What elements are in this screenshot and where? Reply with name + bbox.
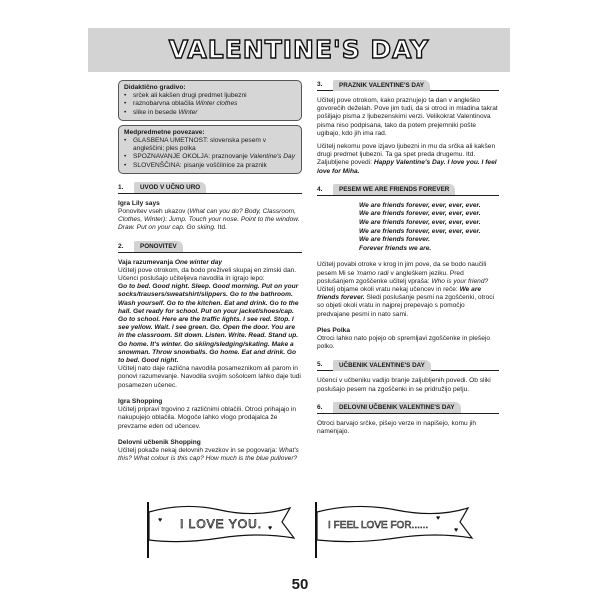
- shopping-text: Učitelj pripravi trgovino z različnimi oblačili. Otroci prihajajo in nakupujejo oblačila. Mogoče lahko vlogo prodajalca že prevzame eden od učencev.: [118, 406, 297, 430]
- section-heading-4: [317, 185, 499, 196]
- section-label: PRAZNIK VALENTINE'S DAY: [333, 80, 430, 91]
- heart-icon: ♥: [268, 525, 273, 532]
- polka-title: Ples Polka: [317, 326, 350, 334]
- item-text-italic: Winter clothes: [195, 100, 238, 108]
- section-label: DELOVNI UČBENIK VALENTINE'S DAY: [333, 402, 461, 413]
- text-run: Učitelj povabi otroke v krog in jim pove, da se bodo naučili pesem Mi se: [317, 261, 487, 277]
- text-run-italic: What's this? What colour is this cap? How much is the blue pullover?: [118, 446, 299, 463]
- materials-list: [124, 92, 296, 117]
- left-column: [118, 80, 302, 463]
- materials-box: [118, 80, 302, 121]
- item-text: slike in besede: [133, 108, 179, 116]
- workbook-text: Otroci barvajo srčke, pišejo verze in napišejo, komu jih namenjajo.: [317, 419, 477, 436]
- banner-text: I LOVE YOU.: [180, 517, 263, 531]
- title-band: [88, 28, 510, 72]
- cross-curricular-list: [124, 137, 296, 170]
- banner-text: I FEEL LOVE FOR......: [328, 520, 429, 531]
- section-number: 4.: [317, 185, 323, 193]
- section-heading-2: [118, 242, 302, 253]
- section-label: UVOD V UČNO URO: [134, 182, 206, 193]
- section-number: 6.: [317, 403, 323, 411]
- text-run: Ponovitev vseh ukazov (: [118, 208, 190, 216]
- materials-title: Didaktično gradivo:: [124, 84, 186, 91]
- item-text: GLASBENA UMETNOST: slovenska pesem v angleščini; ples polka: [133, 137, 267, 153]
- lyric-line: We are friends forever, ever, ever, ever.: [359, 227, 481, 235]
- textbook-text: Učenci v učbeniku vadijo branje zaljubljenih povedi. Ob sliki poslušajo pesem na zgoščenki in se pridružijo petju.: [317, 377, 491, 393]
- workbook-shopping-title: Delovni učbenik Shopping: [118, 438, 201, 446]
- text-run: Sledi poslušanje pesmi na zgoščenki, otroci so objeti okoli vratu in najprej prepevajo s pomočjo predvajane pesmi in nato sami.: [317, 294, 495, 318]
- list-item: [124, 92, 296, 100]
- text-run: Učitelj nekomu pove izjavo ljubezni in mu da srčka ali kakšen drugi predmet ljubezni. Ta ga spet preda drugemu. Itd. Zaljubljene povedi:: [317, 143, 496, 167]
- item-text: srček ali kakšen drugi predmet ljubezni: [133, 92, 247, 100]
- winter-day-after: Učitelj nato daje različna navodila posameznikom ali parom in ponovi razumevanje. Navodila svojim sošolcem lahko daje tudi posamezen učenec.: [118, 365, 301, 389]
- section-heading-1: [118, 183, 302, 194]
- section-number: 5.: [317, 361, 323, 369]
- section-heading-5: [317, 360, 499, 371]
- right-column: [317, 80, 499, 436]
- banner-i-feel-love-for: [306, 498, 476, 560]
- list-item: [124, 100, 296, 108]
- polka-text: Otroci lahko nato pojejo ob spremljavi zgoščenke in plešejo polko.: [317, 335, 490, 351]
- section-label: PONOVITEV: [134, 241, 183, 252]
- song-instructions: [317, 261, 499, 318]
- lily-says-title: Igra Lily says: [118, 199, 160, 207]
- lyric-line: We are friends forever.: [359, 236, 430, 244]
- section-heading-6: [317, 403, 499, 414]
- winter-day-intro: Učitelj pove otrokom, da bodo preživeli skupaj en zimski dan. Učenci poslušajo učiteljeva navodila in igrajo lepo:: [118, 266, 297, 283]
- item-text-italic: Winter: [178, 108, 198, 116]
- winter-day-commands: Go to bed. Good night. Sleep. Good morning. Put on your socks/trausers/sweatshirt/slippers. Go to the bathroom. Wash yourself. Go to the kitchen. Eat and drink. Go to the hall. Get ready for school. Put on your jacket/shoes/cap. Go to school. Here are the traffic lights. I see red. Stop. I see yellow. Wait. I see green. Go. Open the door. You are in the classroom. Sit down. Listen. Write. Read. Stand up. Go home. It's winter. Go skiing/sledging/skating. Make a snowman. Throw snowballs. Go home. Eat and drink. Go to bed. Good night.: [118, 283, 299, 365]
- text-run: Učitelj objame okoli vratu nekaj učencev in reče:: [317, 286, 460, 293]
- text-run-italic: 'mamo radi: [356, 269, 389, 277]
- section-number: 3.: [317, 80, 323, 88]
- heart-icon: ♥: [158, 517, 163, 524]
- text-run: Itd.: [215, 224, 227, 232]
- section-number: 2.: [118, 242, 124, 250]
- shopping-title: Igra Shopping: [118, 397, 163, 405]
- lily-says-text: [118, 208, 302, 233]
- lyric-line: We are friends forever, ever, ever, ever.: [359, 219, 481, 227]
- list-item: [124, 109, 296, 117]
- text-run-bold-italic: We are friends forever.: [317, 286, 482, 302]
- section-heading-3: [317, 80, 499, 91]
- holiday-text-2: [317, 143, 499, 176]
- lyric-line: We are friends forever, ever, ever, ever.: [359, 201, 481, 209]
- winter-day-title: [118, 259, 302, 267]
- text-run-italic: Who is your friend?: [431, 277, 489, 285]
- item-text: raznobarvna oblačila: [133, 100, 196, 108]
- cross-curricular-title: Medpredmetne povezave:: [124, 128, 205, 136]
- workbook-shopping-text: [118, 447, 302, 463]
- item-text: SLOVENŠČINA: pisanje voščilnice za praznik: [133, 161, 267, 169]
- list-item: [124, 153, 296, 161]
- list-item: [124, 162, 296, 170]
- text-run: Učitelj pokaže nekaj delovnih zvezkov in se pogovarja:: [118, 446, 279, 454]
- item-text-italic: Valentine's Day: [249, 153, 296, 161]
- list-item: [124, 137, 296, 153]
- heart-icon: ♥: [436, 515, 441, 522]
- section-label: UČBENIK VALENTINE'S DAY: [333, 360, 431, 371]
- text-run-italic: What can you do? Body, Classroom, Clothes, Winter): Jump. Touch your nose. Point to the window. Draw. Put on your cap. Go skiing.: [118, 208, 300, 232]
- text-run-bold-italic: Happy Valentine's Day. I love you. I feel love for Miha.: [317, 159, 497, 175]
- section-number: 1.: [118, 183, 124, 191]
- song-lyrics: [317, 202, 499, 254]
- section-label: PESEM WE ARE FRIENDS FOREVER: [333, 184, 455, 195]
- text-run: v angleškem jeziku. Pred poslušanjem zgoščenke učitelj vpraša:: [317, 269, 464, 285]
- lyric-line: We are friends forever, ever, ever, ever.: [359, 210, 481, 218]
- holiday-text-1: Učitelj pove otrokom, kako praznujejo ta dan v angleško govorečih deželah. Pove jim tudi, da si otroci in mladina takrat pošiljajo pisma z ljubezenskimi verzi. Velikokrat Valentinova pisma niso podpisana, tako da potem prejemniki pošte ugibajo, kdo jih ima rad.: [317, 97, 498, 137]
- lyric-line: Forever friends we are.: [359, 244, 432, 252]
- page-number: 50: [291, 576, 309, 593]
- text-run-italic: One winter day: [174, 258, 223, 266]
- heart-icon: ♥: [454, 527, 459, 534]
- text-run: Vaja razumevanja: [118, 258, 175, 266]
- banner-i-love-you: [140, 498, 300, 560]
- page-title: VALENTINE'S DAY: [168, 35, 430, 64]
- cross-curricular-box: [118, 125, 302, 174]
- item-text: SPOZNAVANJE OKOLJA: praznovanje: [133, 153, 250, 161]
